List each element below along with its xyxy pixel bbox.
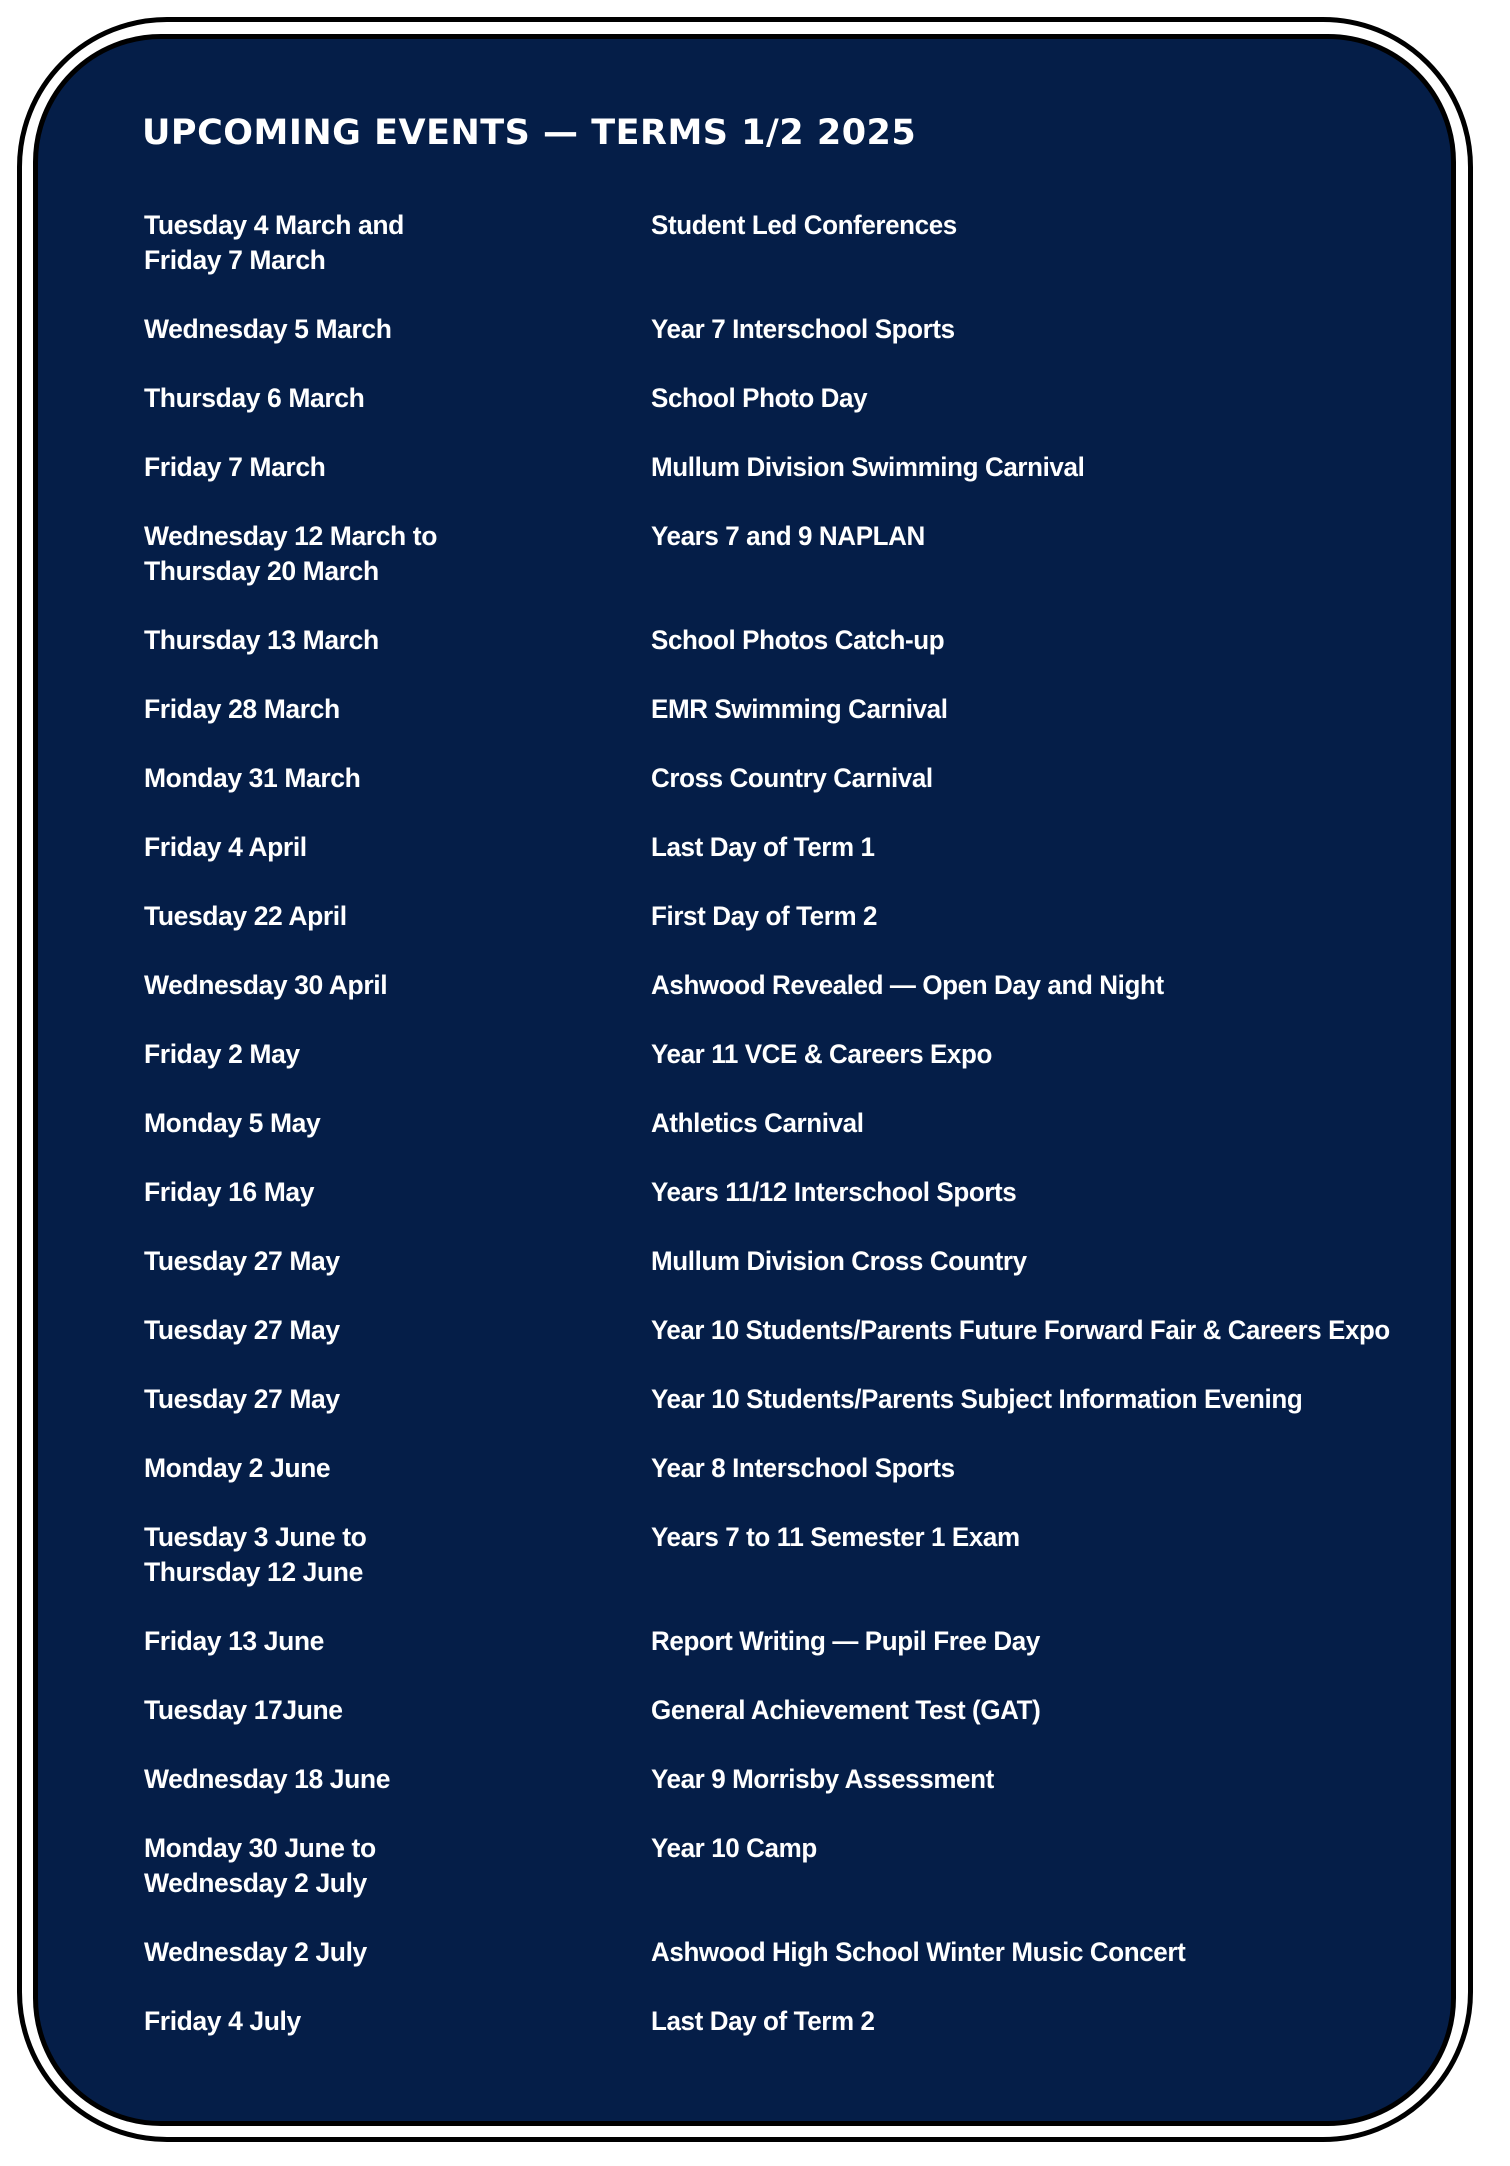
event-name: Year 10 Camp [651, 1833, 817, 1863]
event-date: Wednesday 30 April [144, 970, 388, 1000]
event-row [144, 1313, 1404, 1382]
event-date: Monday 31 March [144, 763, 361, 793]
event-row [144, 899, 1404, 968]
event-name: Mullum Division Cross Country [651, 1246, 1027, 1276]
event-row [144, 312, 1404, 381]
event-name: Year 8 Interschool Sports [651, 1453, 955, 1483]
event-name: Last Day of Term 2 [651, 2006, 875, 2036]
event-row [144, 450, 1404, 519]
event-date: Tuesday 27 May [144, 1246, 340, 1276]
event-date: Friday 4 April [144, 832, 307, 862]
event-date: Thursday 13 March [144, 625, 379, 655]
event-row [144, 692, 1404, 761]
event-date: Tuesday 27 May [144, 1315, 340, 1345]
event-date: Tuesday 3 June to Thursday 12 June [144, 1522, 367, 1587]
event-date: Wednesday 18 June [144, 1764, 391, 1794]
event-name: Ashwood High School Winter Music Concert [651, 1937, 1186, 1967]
page-title: UPCOMING EVENTS — TERMS 1/2 2025 [142, 113, 917, 153]
event-row [144, 1624, 1404, 1693]
event-date: Friday 16 May [144, 1177, 315, 1207]
event-date: Wednesday 5 March [144, 314, 392, 344]
event-date: Tuesday 27 May [144, 1384, 340, 1414]
event-name: First Day of Term 2 [651, 901, 878, 931]
event-date: Tuesday 4 March and Friday 7 March [144, 210, 404, 275]
event-row [144, 968, 1404, 1037]
event-row [144, 1520, 1404, 1624]
event-date: Thursday 6 March [144, 383, 365, 413]
event-date: Friday 2 May [144, 1039, 300, 1069]
event-name: EMR Swimming Carnival [651, 694, 948, 724]
event-row [144, 1106, 1404, 1175]
event-name: School Photos Catch-up [651, 625, 945, 655]
event-name: Year 10 Students/Parents Future Forward Fair & Careers Expo [651, 1315, 1390, 1345]
event-row [144, 1244, 1404, 1313]
event-row [144, 830, 1404, 899]
event-row [144, 1762, 1404, 1831]
event-name: Year 9 Morrisby Assessment [651, 1764, 994, 1794]
event-row [144, 208, 1404, 312]
event-name: Mullum Division Swimming Carnival [651, 452, 1085, 482]
event-row [144, 1935, 1404, 2004]
event-name: Years 7 to 11 Semester 1 Exam [651, 1522, 1020, 1552]
event-name: General Achievement Test (GAT) [651, 1695, 1041, 1725]
event-row [144, 1175, 1404, 1244]
event-row [144, 1037, 1404, 1106]
event-name: School Photo Day [651, 383, 868, 413]
event-row [144, 761, 1404, 830]
event-name: Years 11/12 Interschool Sports [651, 1177, 1017, 1207]
event-row [144, 519, 1404, 623]
event-date: Wednesday 12 March to Thursday 20 March [144, 521, 438, 586]
event-name: Year 7 Interschool Sports [651, 314, 955, 344]
event-name: Report Writing — Pupil Free Day [651, 1626, 1040, 1656]
event-date: Monday 30 June to Wednesday 2 July [144, 1833, 376, 1898]
event-row [144, 1451, 1404, 1520]
event-row [144, 1693, 1404, 1762]
event-row [144, 1382, 1404, 1451]
event-date: Friday 13 June [144, 1626, 324, 1656]
event-date: Monday 2 June [144, 1453, 331, 1483]
event-name: Athletics Carnival [651, 1108, 864, 1138]
event-date: Tuesday 17June [144, 1695, 343, 1725]
event-row [144, 2004, 1404, 2073]
event-name: Years 7 and 9 NAPLAN [651, 521, 925, 551]
event-row [144, 1831, 1404, 1935]
event-date: Friday 28 March [144, 694, 340, 724]
event-name: Last Day of Term 1 [651, 832, 875, 862]
event-name: Ashwood Revealed — Open Day and Night [651, 970, 1164, 1000]
event-date: Friday 7 March [144, 452, 326, 482]
events-list [144, 208, 1404, 2073]
event-date: Wednesday 2 July [144, 1937, 367, 1967]
event-name: Year 10 Students/Parents Subject Information Evening [651, 1384, 1303, 1414]
event-row [144, 623, 1404, 692]
event-date: Friday 4 July [144, 2006, 301, 2036]
event-name: Year 11 VCE & Careers Expo [651, 1039, 992, 1069]
event-name: Student Led Conferences [651, 210, 957, 240]
event-name: Cross Country Carnival [651, 763, 933, 793]
event-row [144, 381, 1404, 450]
event-date: Tuesday 22 April [144, 901, 347, 931]
event-date: Monday 5 May [144, 1108, 321, 1138]
